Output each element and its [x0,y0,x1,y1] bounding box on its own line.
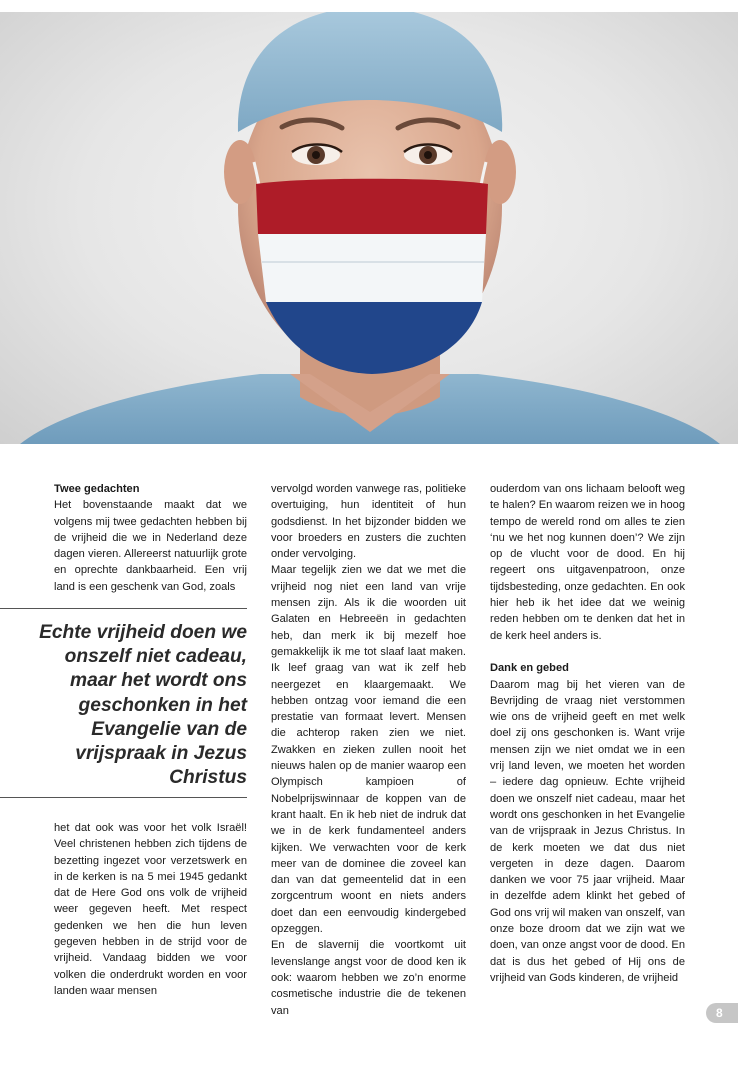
column-1-top [54,481,247,595]
nurse-with-dutch-flag-face-mask-photo [0,12,738,444]
column-3 [490,481,685,986]
pull-quote: Echte vrijheid doen we onszelf niet cadeau, maar het wordt ons geschonken in het Evangelie van de vrijspraak in Jezus Christus [39,622,247,789]
body-paragraph: vervolgd worden vanwege ras, politieke overtuiging, hun identiteit of hun godsdienst. In het bijzonder bidden we voor broeders en zusters die zuchten onder vervolging. [271,483,466,561]
column-1-bottom [54,820,247,999]
body-paragraph: Daarom mag bij het vieren van de Bevrijding de vraag niet verstommen wie ons de vrijheid geeft en met welk doel zij ons geschonken is. Want vrije mensen zijn we niet omdat we in een vrij land leven, we moeten het worden – iedere dag opnieuw. Echte vrijheid doen we onszelf niet cadeau, maar het wordt ons geschonken in het Evangelie van de vrijspraak in Jezus Christus. In de kerk moeten we dat dus niet vergeten in deze dagen. Daarom danken we voor 75 jaar vrijheid. Maar in dezelfde adem klinkt het gebed of God ons vrij wil maken van onszelf, van onze boze droom dat we zijn wat we doen, van onze angst voor de dood. En dat is dus het gebed of Hij ons de vrijheid van Gods kinderen, de vrijheid [490,678,685,984]
body-text: Het bovenstaande maakt dat we volgens mij twee gedachten hebben bij de vrijheid die we in Nederland deze dagen vieren. Allereerst natuurlijk grote en oprechte dankbaarheid. Een vrij land is een geschenk van God, zoals [54,499,247,593]
column-2 [271,481,466,1019]
page-number: 8 [706,1003,738,1023]
quote-rule-bottom [0,797,247,798]
body-paragraph: ouderdom van ons lichaam belooft weg te halen? En waarom reizen we in hoog tempo de wereld rond om alles te zien ‘nu we het nog kunnen doen’? We zijn op de vlucht voor de dood. En hij regeert ons uitgavenpatroon, onze tijdsbesteding, onze gedachten. En ook hier heb ik het idee dat we weinig reden hebben om te denken dat het in de kerk heel anders is. [490,483,685,642]
quote-rule-top [0,608,247,609]
hero-photo [0,12,738,444]
section-heading-dank-en-gebed: Dank en gebed [490,662,569,675]
body-text: het dat ook was voor het volk Israël! Veel christenen hebben zich tijdens de bezetting ingezet voor verzetswerk en in de kerken is na 5 mei 1945 gedankt dat de Here God ons volk de vrijheid weer gegeven heeft. Met respect gedenken we hen die hun leven gegeven hebben in de strijd voor de vrijheid. Vandaag bidden we voor volken die onderdrukt worden en voor landen waar mensen [54,822,247,997]
section-heading-twee-gedachten: Twee gedachten [54,483,140,495]
body-paragraph: En de slavernij die voortkomt uit levenslange angst voor de dood ken ik ook: waarom hebben we zo’n enorme cosmetische industrie die de tekenen van [271,939,466,1017]
body-paragraph: Maar tegelijk zien we dat we met die vrijheid nog niet een land van vrije mensen zijn. Als ik die woorden uit Galaten en Hebreeën in gedachten heb, dan merk ik bij mezelf hoe gemakkelijk ik me tot slaaf laat maken. Ik leef graag van wat ik zelf heb neergezet en klaargemaakt. We hebben ontzag voor iemand die een prestatie van formaat levert. Mensen die achterop raken zien we niet. Zwakken en zieken zullen nooit het nieuws halen op de manier waarop een Olympisch kampioen of Nobelprijswinnaar de koppen van de krant haalt. En ik heb niet de indruk dat we in de kerk fundamenteel anders kijken. We verwachten voor de kerk meer van de dominee die zoveel kan dan van dat gemeentelid dat in een zorgcentrum woont en niets anders doet dan een eenvoudig kindergebed opzeggen. [271,564,466,936]
paragraph-gap [490,644,685,660]
